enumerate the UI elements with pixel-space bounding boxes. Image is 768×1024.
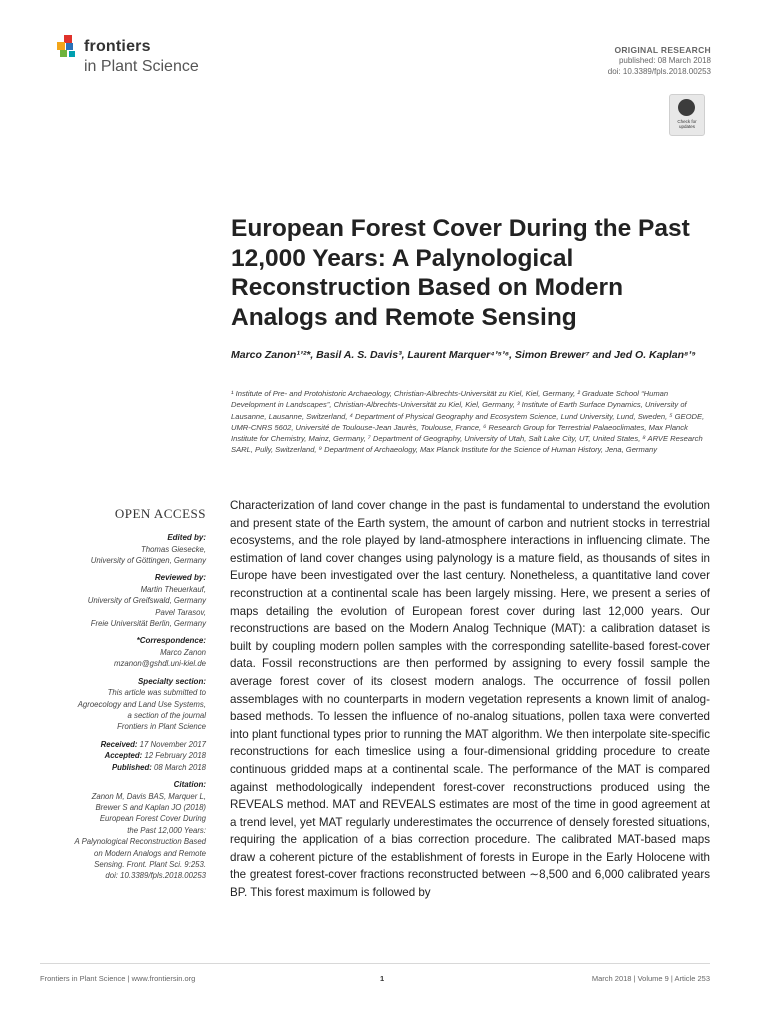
reviewer-line: University of Greifswald, Germany bbox=[87, 596, 206, 606]
citation-line: on Modern Analogs and Remote bbox=[94, 848, 206, 858]
affiliations: ¹ Institute of Pre- and Protohistoric Archaeology, Christian-Albrechts-Universität zu Kiel, Kiel, Germany, ² Graduate School “Human Development in Landscapes”, Christian-Albrechts-Universität zu Kiel, Kiel, Germany, ³ Institute of Earth Surface Dynamics, University of Lausanne, Lausanne, Switzerland, ⁴ Department of Physical Geography and Ecosystem Science, Lund University, Lund, Sweden, ⁵ GEODE, UMR-CNRS 5602, Université de Toulouse-Jean Jaurès, Toulouse, France, ⁶ Research Group for Terrestrial Palaeoclimates, Max Planck Institute for Chemistry, Mainz, Germany, ⁷ Department of Geography, University of Utah, Salt Lake City, UT, United States, ⁸ ARVE Research SARL, Pully, Switzerland, ⁹ Department of Archaeology, Max Planck Institute for the Science of Human History, Jena, Germany bbox=[231, 389, 705, 455]
specialty-line: a section of the journal bbox=[127, 711, 206, 721]
reviewer-line: Martin Theuerkauf, bbox=[140, 584, 206, 594]
logo-journal-name: in Plant Science bbox=[84, 58, 199, 75]
citation-line: European Forest Cover During bbox=[99, 814, 206, 824]
footer-issue-info: March 2018 | Volume 9 | Article 253 bbox=[591, 974, 710, 983]
citation-line: Brewer S and Kaplan JO (2018) bbox=[95, 803, 206, 812]
received-row bbox=[40, 739, 206, 750]
published-row bbox=[40, 762, 206, 773]
citation-doi[interactable]: doi: 10.3389/fpls.2018.00253 bbox=[105, 871, 206, 881]
page-number: 1 bbox=[380, 974, 385, 983]
editor-line: University of Göttingen, Germany bbox=[90, 555, 206, 565]
published-value: 08 March 2018 bbox=[153, 762, 206, 772]
doi-link[interactable]: doi: 10.3389/fpls.2018.00253 bbox=[607, 67, 711, 76]
specialty-line: Frontiers in Plant Science bbox=[117, 722, 206, 732]
correspondence-email[interactable]: mzanon@gshdl.uni-kiel.de bbox=[114, 659, 206, 669]
correspondence-heading: *Correspondence: bbox=[136, 636, 206, 646]
accepted-label: Accepted: bbox=[104, 751, 143, 761]
article-meta-header bbox=[608, 45, 711, 77]
specialty-line: This article was submitted to bbox=[107, 688, 206, 698]
citation-line: Sensing. Front. Plant Sci. 9:253. bbox=[94, 860, 206, 870]
accepted-value: 12 February 2018 bbox=[144, 751, 206, 761]
citation-line: the Past 12,000 Years: bbox=[127, 825, 206, 835]
logo-wordmark: frontiers bbox=[84, 38, 151, 55]
footer-divider bbox=[40, 963, 710, 964]
open-access-label: OPEN ACCESS bbox=[114, 506, 206, 521]
correspondence-name: Marco Zanon bbox=[160, 647, 206, 657]
journal-logo[interactable] bbox=[57, 32, 227, 82]
citation-line: Zanon M, Davis BAS, Marquer L, bbox=[91, 791, 206, 801]
abstract-text: Characterization of land cover change in the past is fundamental to understand the evolution and present state of the Earth system, the amount of carbon and nutrient stocks in terrestrial ecosystems, and the role played by land-atmosphere interactions in influencing climate. The estimation of land cover changes using palynology is a mature field, as thousands of sites in Europe have been investigated over the last century. Nonetheless, a quantitative land cover reconstruction at a continental scale has been largely missing. Here, we present a series of maps detailing the evolution of European forest cover during last 12,000 years. Our reconstructions are based on the Modern Analog Technique (MAT): a calibration dataset is built by coupling modern pollen samples with the corresponding satellite-based forest-cover data. Fossil reconstructions are then performed by assigning to every fossil sample the average forest cover of its closest modern analogs. The occurrence of fossil pollen assemblages with no counterparts in modern vegetation represents a known limit of analog-based methods. To lessen the influence of no-analog situations, pollen taxa were converted into plant functional types prior to running the MAT algorithm. We then interpolate site-specific reconstructions for each timeslice using a four-dimensional gridding procedure to create continuous gridded maps at a continental scale. The performance of the MAT is compared against methodologically independent forest-cover reconstructions produced using the REVEALS method. MAT and REVEALS estimates are most of the time in good agreement at a trend level, yet MAT regularly underestimates the occurrence of densely forested situations, requiring the application of a bias correction procedure. The calibrated MAT-based maps draw a coherent picture of the establishment of forests in Europe in the Early Holocene with the greatest forest-cover fractions reconstructed between ∼8,500 and 6,000 calibrated years BP. This forest maximum is followed by bbox=[230, 499, 710, 900]
citation-line: A Palynological Reconstruction Based bbox=[74, 837, 206, 847]
received-label: Received: bbox=[100, 739, 138, 749]
check-for-updates-badge[interactable] bbox=[669, 94, 705, 136]
check-updates-label: Check for updates bbox=[677, 119, 697, 129]
edited-by-heading: Edited by: bbox=[167, 533, 206, 542]
article-sidebar bbox=[40, 506, 206, 882]
received-value: 17 November 2017 bbox=[139, 739, 206, 749]
reviewer-line: Pavel Tarasov, bbox=[155, 607, 206, 617]
published-label: Published: bbox=[111, 762, 152, 772]
footer-journal-link[interactable]: Frontiers in Plant Science | www.frontiersin.org bbox=[40, 974, 196, 983]
specialty-heading: Specialty section: bbox=[137, 676, 206, 686]
author-list: Marco Zanon¹ʼ²*, Basil A. S. Davis³, Laurent Marquer⁴ʼ⁵ʼ⁶, Simon Brewer⁷ and Jed O. Kaplan⁸ʼ⁹ bbox=[231, 349, 696, 361]
check-updates-icon bbox=[678, 99, 695, 116]
editor-line: Thomas Giesecke, bbox=[141, 544, 206, 554]
specialty-line: Agroecology and Land Use Systems, bbox=[77, 699, 206, 709]
reviewed-by-heading: Reviewed by: bbox=[154, 573, 206, 583]
published-date: published: 08 March 2018 bbox=[618, 56, 711, 65]
citation-heading: Citation: bbox=[173, 780, 206, 790]
reviewer-line: Freie Universität Berlin, Germany bbox=[90, 619, 206, 629]
article-title: European Forest Cover During the Past 12,000 Years: A Palynological Reconstruction Based on Modern Analogs and Remote Sensing bbox=[231, 215, 690, 331]
frontiers-logo-icon bbox=[57, 35, 81, 59]
article-type: ORIGINAL RESEARCH bbox=[614, 45, 711, 55]
accepted-row bbox=[40, 750, 206, 761]
